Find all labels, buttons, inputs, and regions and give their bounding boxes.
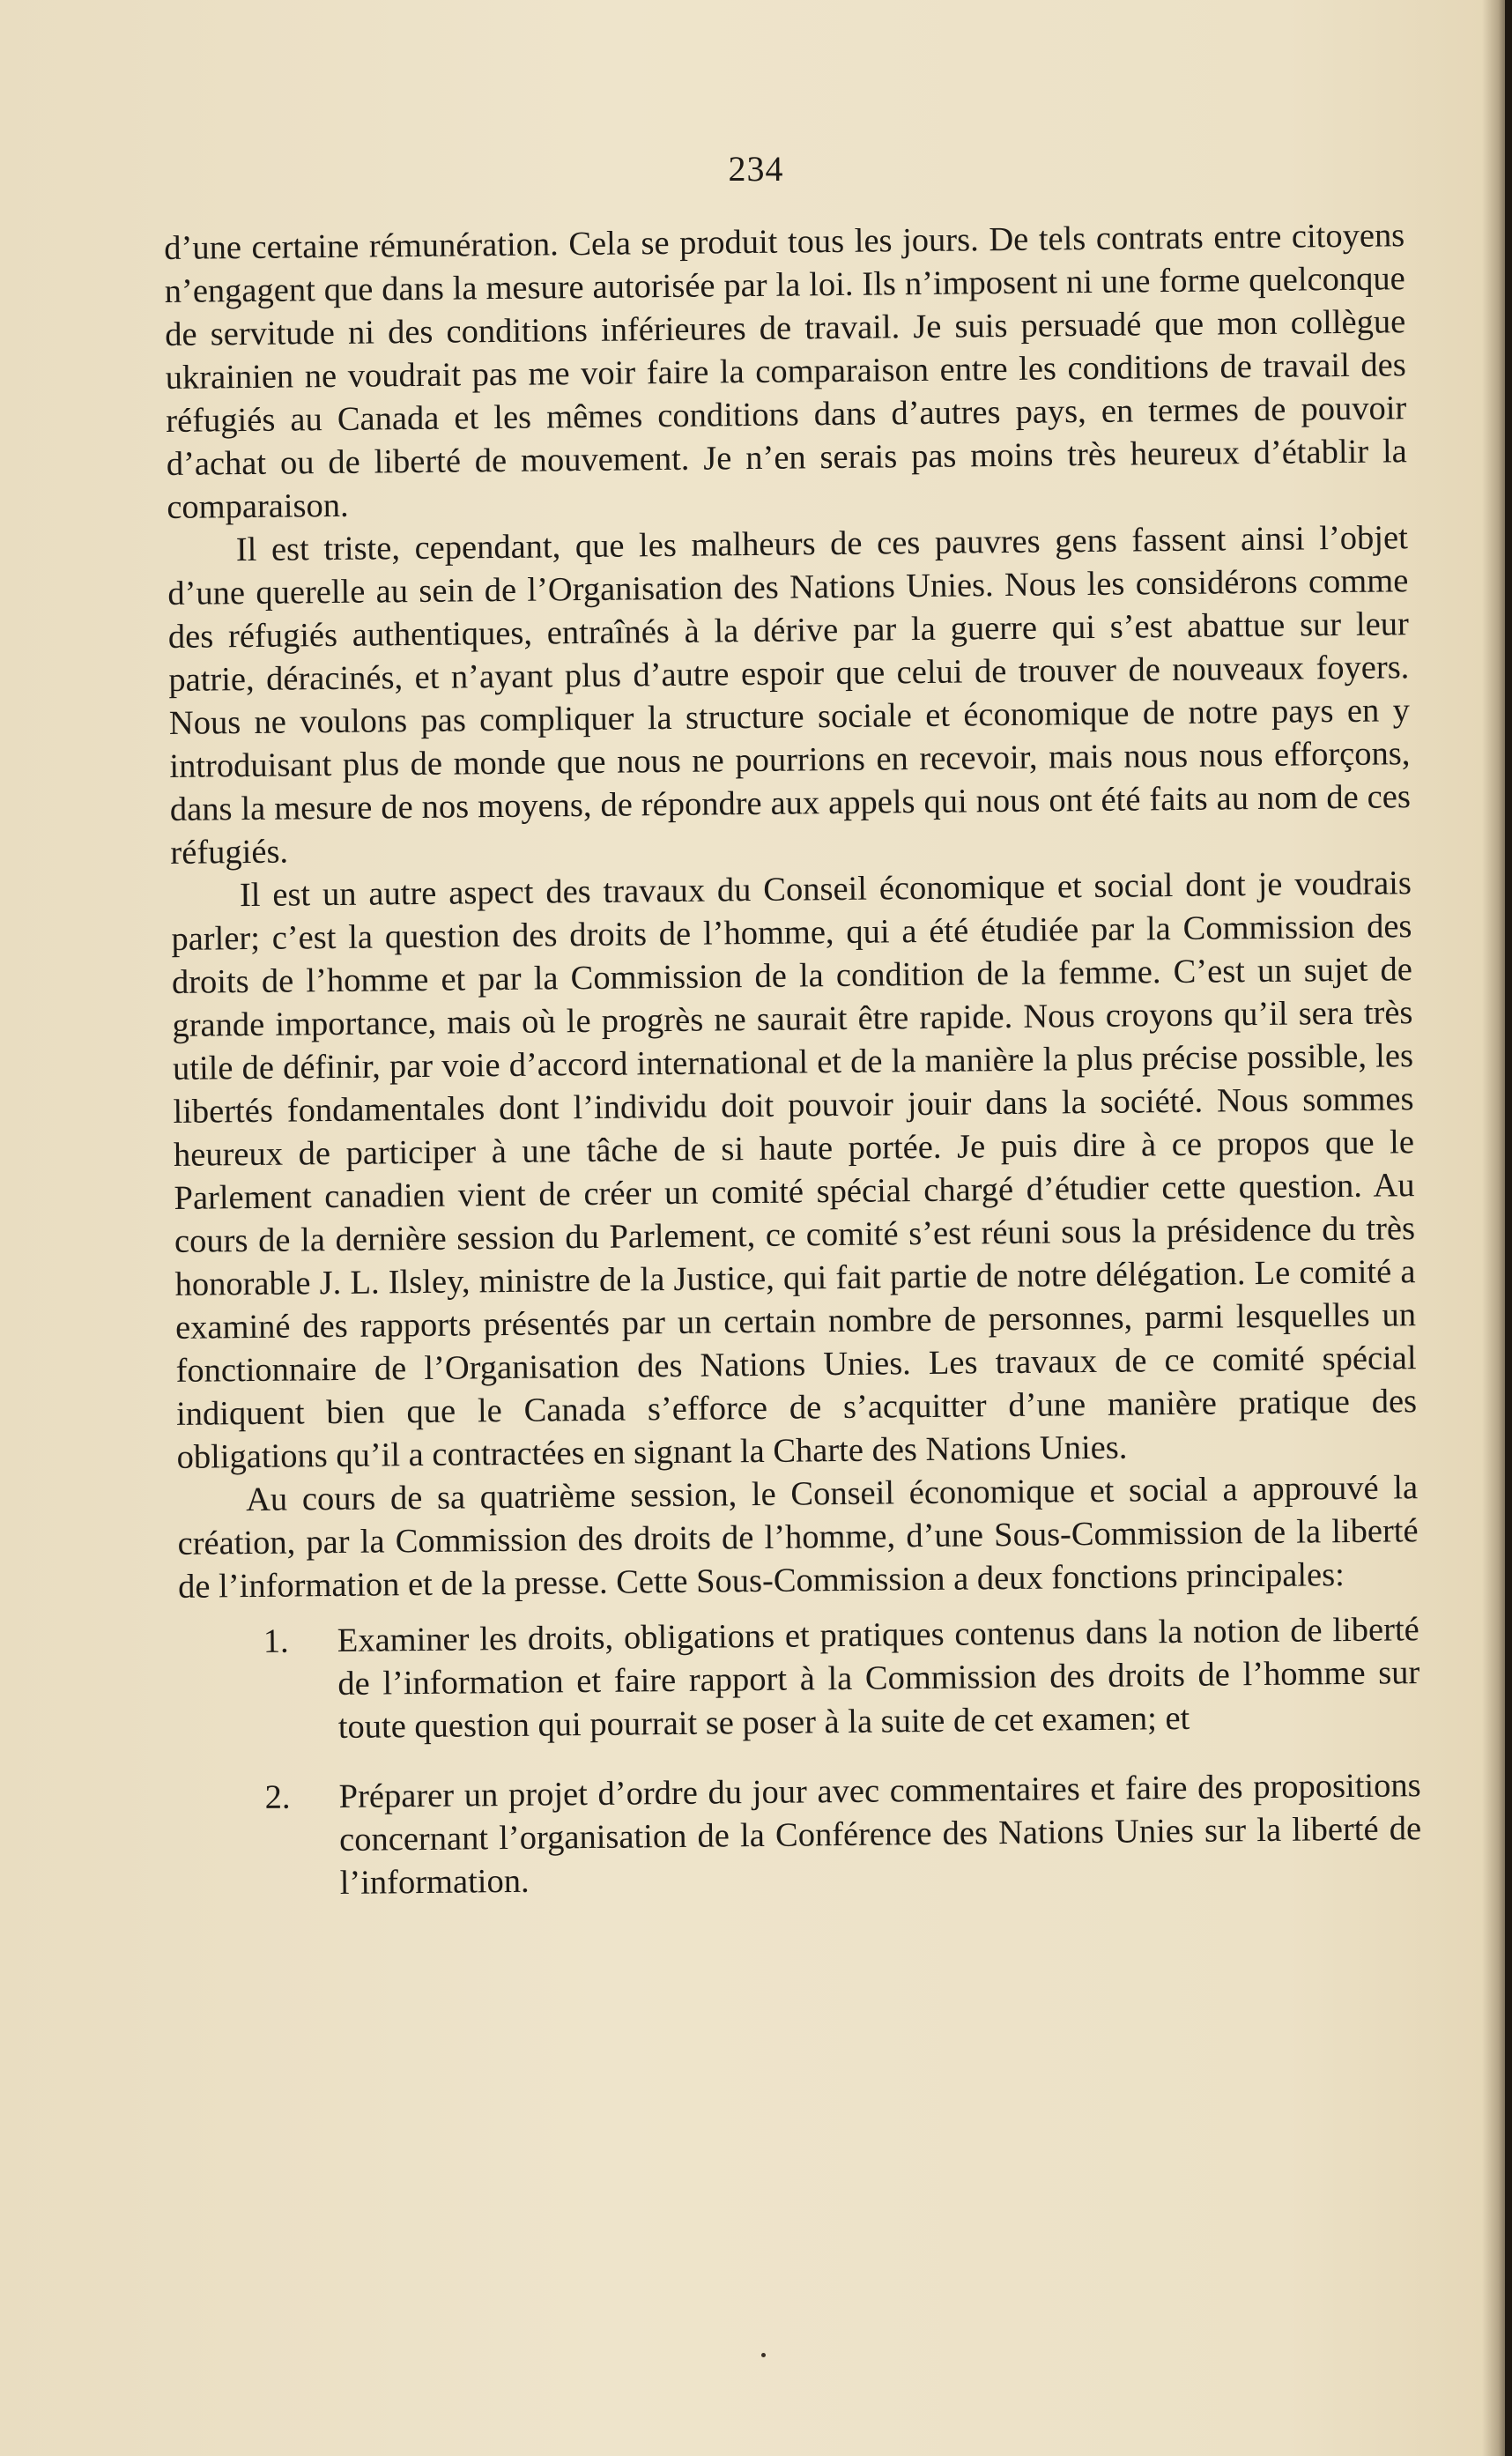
list-item [180,1764,1421,1907]
functions-list [179,1608,1422,1907]
page-number: 234 [728,149,784,189]
paragraph-continuation: d’une certaine rémunération. Cela se produit tous les jours. De tels contrats entre citoyens n’engagent que dans la mesure autorisée par la loi. Ils n’imposent ni une forme quelconque de servitude ni des conditions inférieures de travail. Je suis persuadé que mon collègue ukrainien ne voudrait pas me voir faire la comparaison entre les conditions de travail des réfugiés au Canada et les mêmes conditions dans d’autres pays, en termes de pouvoir d’achat ou de liberté de mouvement. Je n’en serais pas moins très heureux d’établir la comparaison. [164,217,1407,526]
list-item-number: 1. [263,1622,289,1660]
paragraph-sub-commission: Au cours de sa quatrième session, le Conseil économique et social a approuvé la création, par la Commission des droits de l’homme, d’une Sous-Commission de la liberté de l’information et de la presse. Cette Sous-Commission a deux fonctions principales: [177,1469,1419,1606]
body-text [164,214,1422,1907]
list-item-number: 2. [264,1778,291,1816]
binding-edge [1505,0,1512,2456]
list-item-text: Examiner les droits, obligations et pratiques contenus dans la notion de liberté de l’information et faire rapport à la Commission des droits de l’homme sur toute question qui pourrait se poser à la suite de cet examen; et [337,1611,1420,1747]
paragraph-refugees: Il est triste, cependant, que les malheurs de ces pauvres gens fassent ainsi l’objet d’une querelle au sein de l’Organisation des Nations Unies. Nous les considérons comme des réfugiés authentiques, entraînés à la dérive par la guerre qui s’est abattue sur leur patrie, déracinés, et n’ayant plus d’autre espoir que celui de trouver de nouveaux foyers. Nous ne voulons pas compliquer la structure sociale et économique de notre pays en y introduisant plus de monde que nous ne pourrions en recevoir, mais nous nous efforçons, dans la mesure de nos moyens, de répondre aux appels qui nous ont été faits au nom de ces réfugiés. [167,519,1412,872]
list-item [179,1608,1420,1751]
list-item-text: Préparer un projet d’ordre du jour avec commentaires et faire des propositions concernant l’organisation de la Conférence des Nations Unies sur la liberté de l’information. [338,1767,1422,1903]
paragraph-human-rights: Il est un autre aspect des travaux du Conseil économique et social dont je voudrais parler; c’est la question des droits de l’homme, qui a été étudiée par la Commission des droits de l’homme et par la Commission de la condition de la femme. C’est un sujet de grande importance, mais où le progrès ne saurait être rapide. Nous croyons qu’il sera très utile de définir, par voie d’accord international et de la manière la plus précise possible, les libertés fondamentales dont l’individu doit pouvoir jouir dans la société. Nous sommes heureux de participer à une tâche de si haute portée. Je puis dire à ce propos que le Parlement canadien vient de créer un comité spécial chargé d’étudier cette question. Au cours de la dernière session du Parlement, ce comité s’est réuni sous la présidence du très honorable J. L. Ilsley, ministre de la Justice, qui fait partie de notre délégation. Le comité a examiné des rapports présentés par un certain nombre de personnes, parmi lesquelles un fonctionnaire de l’Organisation des Nations Unies. Les travaux de ce comité spécial indiquent bien que le Canada s’efforce de s’acquitter d’une manière pratique des obligations qu’il a contractées en signant la Charte des Nations Unies. [171,864,1418,1476]
paper-speck [761,2353,766,2357]
